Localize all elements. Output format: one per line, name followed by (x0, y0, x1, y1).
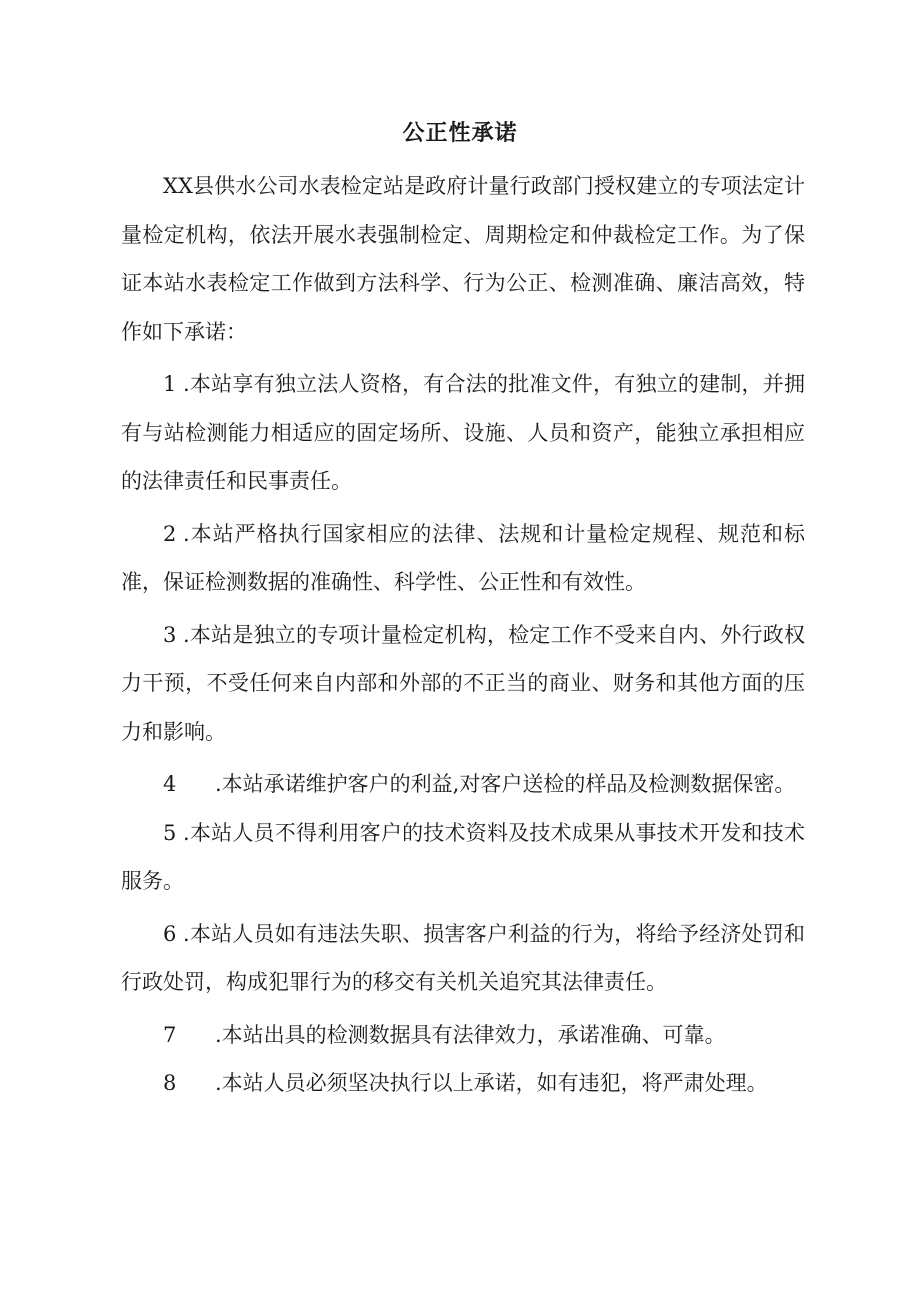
item-text: .本站是独立的专项计量检定机构，检定工作不受来自内、外行政权力干预，不受任何来自内部和外部的不正当的商业、财务和其他方面的压力和影响。 (121, 622, 805, 744)
commitment-item-7 (121, 1011, 805, 1060)
item-number: 1 (163, 372, 177, 396)
item-text: .本站享有独立法人资格，有合法的批准文件，有独立的建制，并拥有与站检测能力相适应的固定场所、设施、人员和资产，能独立承担相应的法律责任和民事责任。 (121, 372, 805, 493)
commitment-item-8 (121, 1059, 805, 1108)
commitment-item-4 (121, 760, 805, 809)
intro-paragraph: XX县供水公司水表检定站是政府计量行政部门授权建立的专项法定计量检定机构，依法开展水表强制检定、周期检定和仲裁检定工作。为了保证本站水表检定工作做到方法科学、行为公正、检测准确、廉洁高效，特作如下承诺： (121, 174, 805, 344)
item-text: .本站人员必须坚决执行以上承诺，如有违犯，将严肃处理。 (215, 1071, 768, 1095)
item-text: .本站承诺维护客户的利益,对客户送检的样品及检测数据保密。 (215, 772, 796, 796)
item-text: .本站严格执行国家相应的法律、法规和计量检定规程、规范和标准，保证检测数据的准确性、科学性、公正性和有效性。 (121, 521, 805, 594)
item-text: .本站出具的检测数据具有法律效力，承诺准确、可靠。 (215, 1022, 726, 1047)
item-number: 3 (163, 622, 177, 647)
item-text: .本站人员如有违法失职、损害客户利益的行为，将给予经济处罚和行政处罚，构成犯罪行为的移交有关机关追究其法律责任。 (121, 921, 805, 994)
item-number: 2 (163, 521, 177, 546)
commitment-item-6 (121, 910, 805, 1007)
commitment-item-5 (121, 809, 805, 906)
document-body (121, 162, 805, 1108)
item-text: .本站人员不得利用客户的技术资料及技术成果从事技术开发和技术服务。 (121, 820, 805, 893)
page-title: 公正性承诺 (402, 121, 518, 146)
commitment-item-2 (121, 510, 805, 607)
item-number: 7 (163, 1022, 177, 1047)
commitment-item-3 (121, 611, 805, 757)
item-number: 4 (163, 772, 177, 796)
commitment-item-1 (121, 360, 805, 506)
item-number: 8 (163, 1071, 177, 1095)
item-number: 6 (163, 921, 177, 946)
item-number: 5 (163, 820, 177, 845)
